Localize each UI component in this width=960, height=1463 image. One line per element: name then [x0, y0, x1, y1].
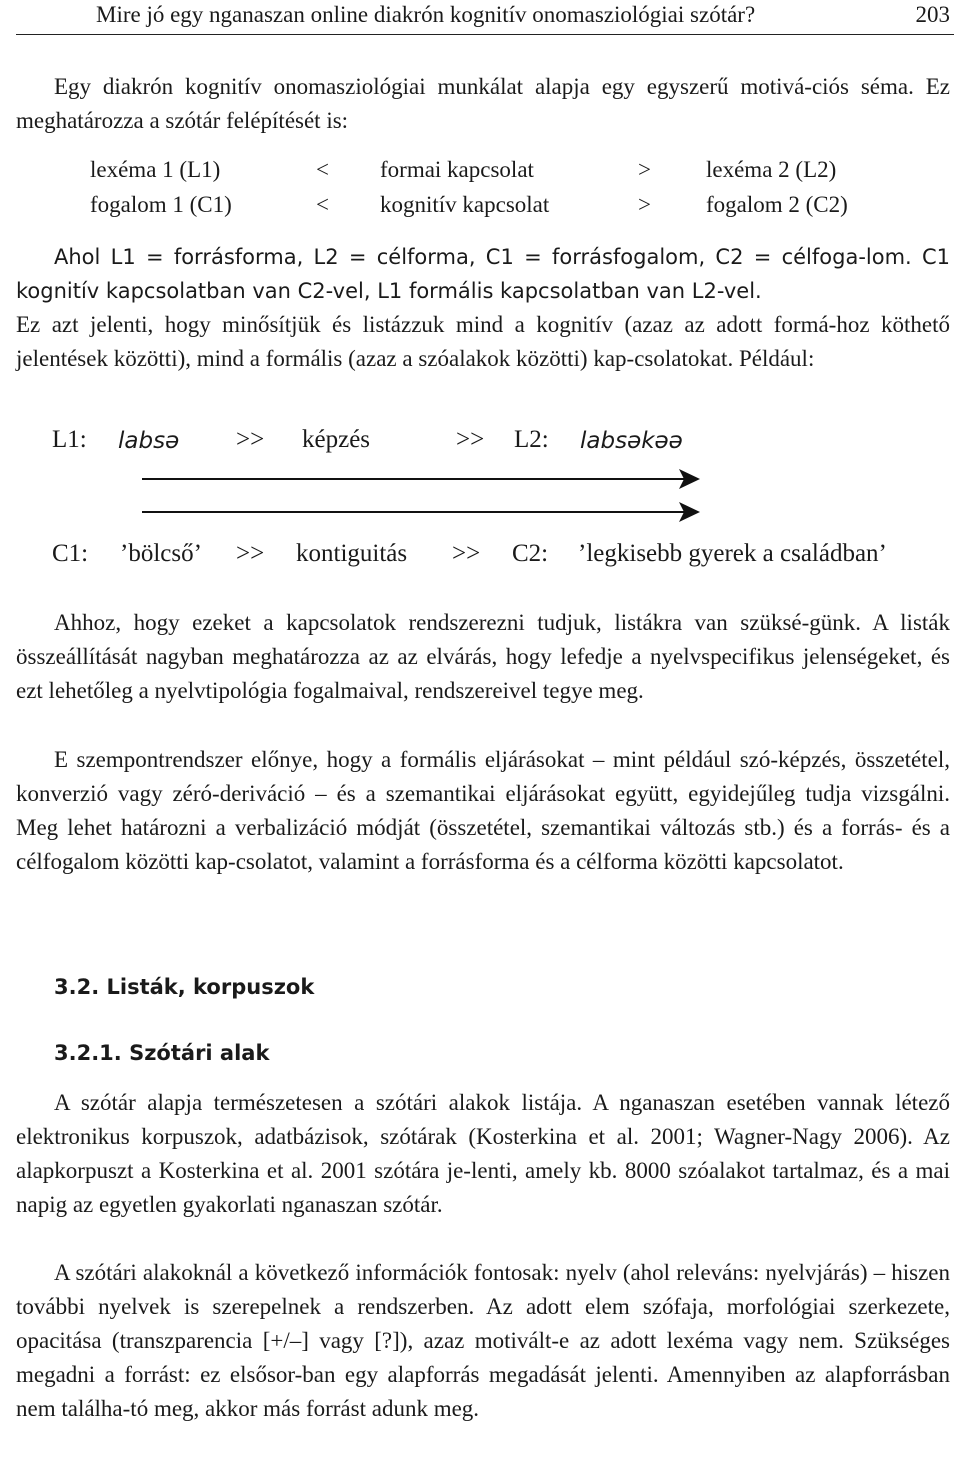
schema-middle: kognitív kapcsolat — [380, 192, 550, 217]
schema-lt: < — [316, 192, 329, 217]
example-label-c2: C2: — [512, 540, 549, 567]
schema-gt: > — [638, 157, 651, 182]
arrow-bottom — [142, 502, 700, 522]
intro-paragraph: Egy diakrón kognitív onomasziológiai munkálat alapja egy egyszerű motivá-ciós séma. Ez meghatározza a szótár felépítését is: — [16, 74, 950, 133]
schema-right: fogalom 2 (C2) — [706, 192, 848, 217]
example-label-l2: L2: — [514, 426, 549, 453]
schema-gt: > — [638, 192, 651, 217]
info-paragraph: A szótári alakoknál a következő információk fontosak: nyelv (ahol releváns: nyelvjárás) – hiszen további nyelvek is szerepelnek a rendszerben. Az adott elem szófaja, morfológiai szerkezete, opacitása (transzparencia [+/–] vagy [?]), azaz motivált-e az adott lexéma vagy nem. Szükséges megadni a forrást: ez elsősor-ban egy alapforrás megadását jelenti. Amennyiben az alapforrásban nem találha-tó meg, akkor más forrást adunk meg. — [16, 1260, 950, 1421]
arrow-top — [142, 469, 700, 489]
explanation-paragraph: Ez azt jelenti, hogy minősítjük és listázzuk mind a kognitív (azaz az adott formá-hoz köthető jelentések közötti), mind a formális (azaz a szóalakok közötti) kap-csolatokat. Például: — [16, 312, 950, 371]
schema-left: lexéma 1 (L1) — [90, 157, 221, 182]
example-target-form: labsəkəə — [580, 428, 683, 454]
example-label-l1: L1: — [52, 426, 87, 453]
example-target-concept: ’legkisebb gyerek a családban’ — [578, 540, 887, 567]
example-label-c1: C1: — [52, 540, 89, 567]
schema-left: fogalom 1 (C1) — [90, 192, 232, 217]
section-heading: 3.2. Listák, korpuszok — [54, 975, 315, 999]
advantage-paragraph: E szempontrendszer előnye, hogy a formális eljárásokat – mint például szó-képzés, összetétel, konverzió vagy zéró-deriváció – és a szemantikai eljárásokat együtt, egyidejűleg tudja vizsgálni. Meg lehet határozni a verbalizáció módját (összetétel, szemantikai változás stb.) és a forrás- és a célfogalom közötti kap-csolatot, valamint a forrásforma és a célforma közötti kapcsolatot. — [16, 747, 950, 874]
example-separator: >> — [236, 540, 265, 567]
schema-right: lexéma 2 (L2) — [706, 157, 837, 182]
subsection-heading: 3.2.1. Szótári alak — [54, 1041, 270, 1065]
lists-paragraph: Ahhoz, hogy ezeket a kapcsolatok rendszerezni tudjuk, listákra van szüksé-günk. A listák összeállítását nagyban meghatározza az az elvárás, hogy lefedje a nyelvspecifikus jelenségeket, és ezt lehetőleg a nyelvtipológia fogalmaival, rendszereivel tegye meg. — [16, 610, 950, 703]
schema-lt: < — [316, 157, 329, 182]
basis-paragraph: A szótár alapja természetesen a szótári alakok listája. A nganaszan esetében vannak létező elektronikus korpuszok, adatbázisok, szótárak (Kosterkina et al. 2001; Wagner-Nagy 2006). Az alapkorpuszt a Kosterkina et al. 2001 szótára je-lenti, amely kb. 8000 szóalakot tartalmaz, és a mai napig az egyetlen gyakorlati nganaszan szótár. — [16, 1090, 950, 1217]
example-relation-concept: kontiguitás — [296, 540, 408, 567]
running-title: Mire jó egy nganaszan online diakrón kognitív onomasziológiai szótár? — [96, 2, 756, 27]
example-source-concept: ’bölcső’ — [120, 540, 202, 567]
example-separator: >> — [452, 540, 481, 567]
example-separator: >> — [456, 426, 485, 453]
example-relation-form: képzés — [302, 426, 371, 453]
example-separator: >> — [236, 426, 265, 453]
page-number: 203 — [915, 2, 950, 27]
definition-paragraph: Ahol L1 = forrásforma, L2 = célforma, C1 = forrásfogalom, C2 = célfoga-lom. C1 kognitív kapcsolatban van C2-vel, L1 formális kapcsolatban van L2-vel. — [16, 245, 950, 303]
example-source-form: labsə — [118, 428, 180, 454]
schema-middle: formai kapcsolat — [380, 157, 534, 182]
